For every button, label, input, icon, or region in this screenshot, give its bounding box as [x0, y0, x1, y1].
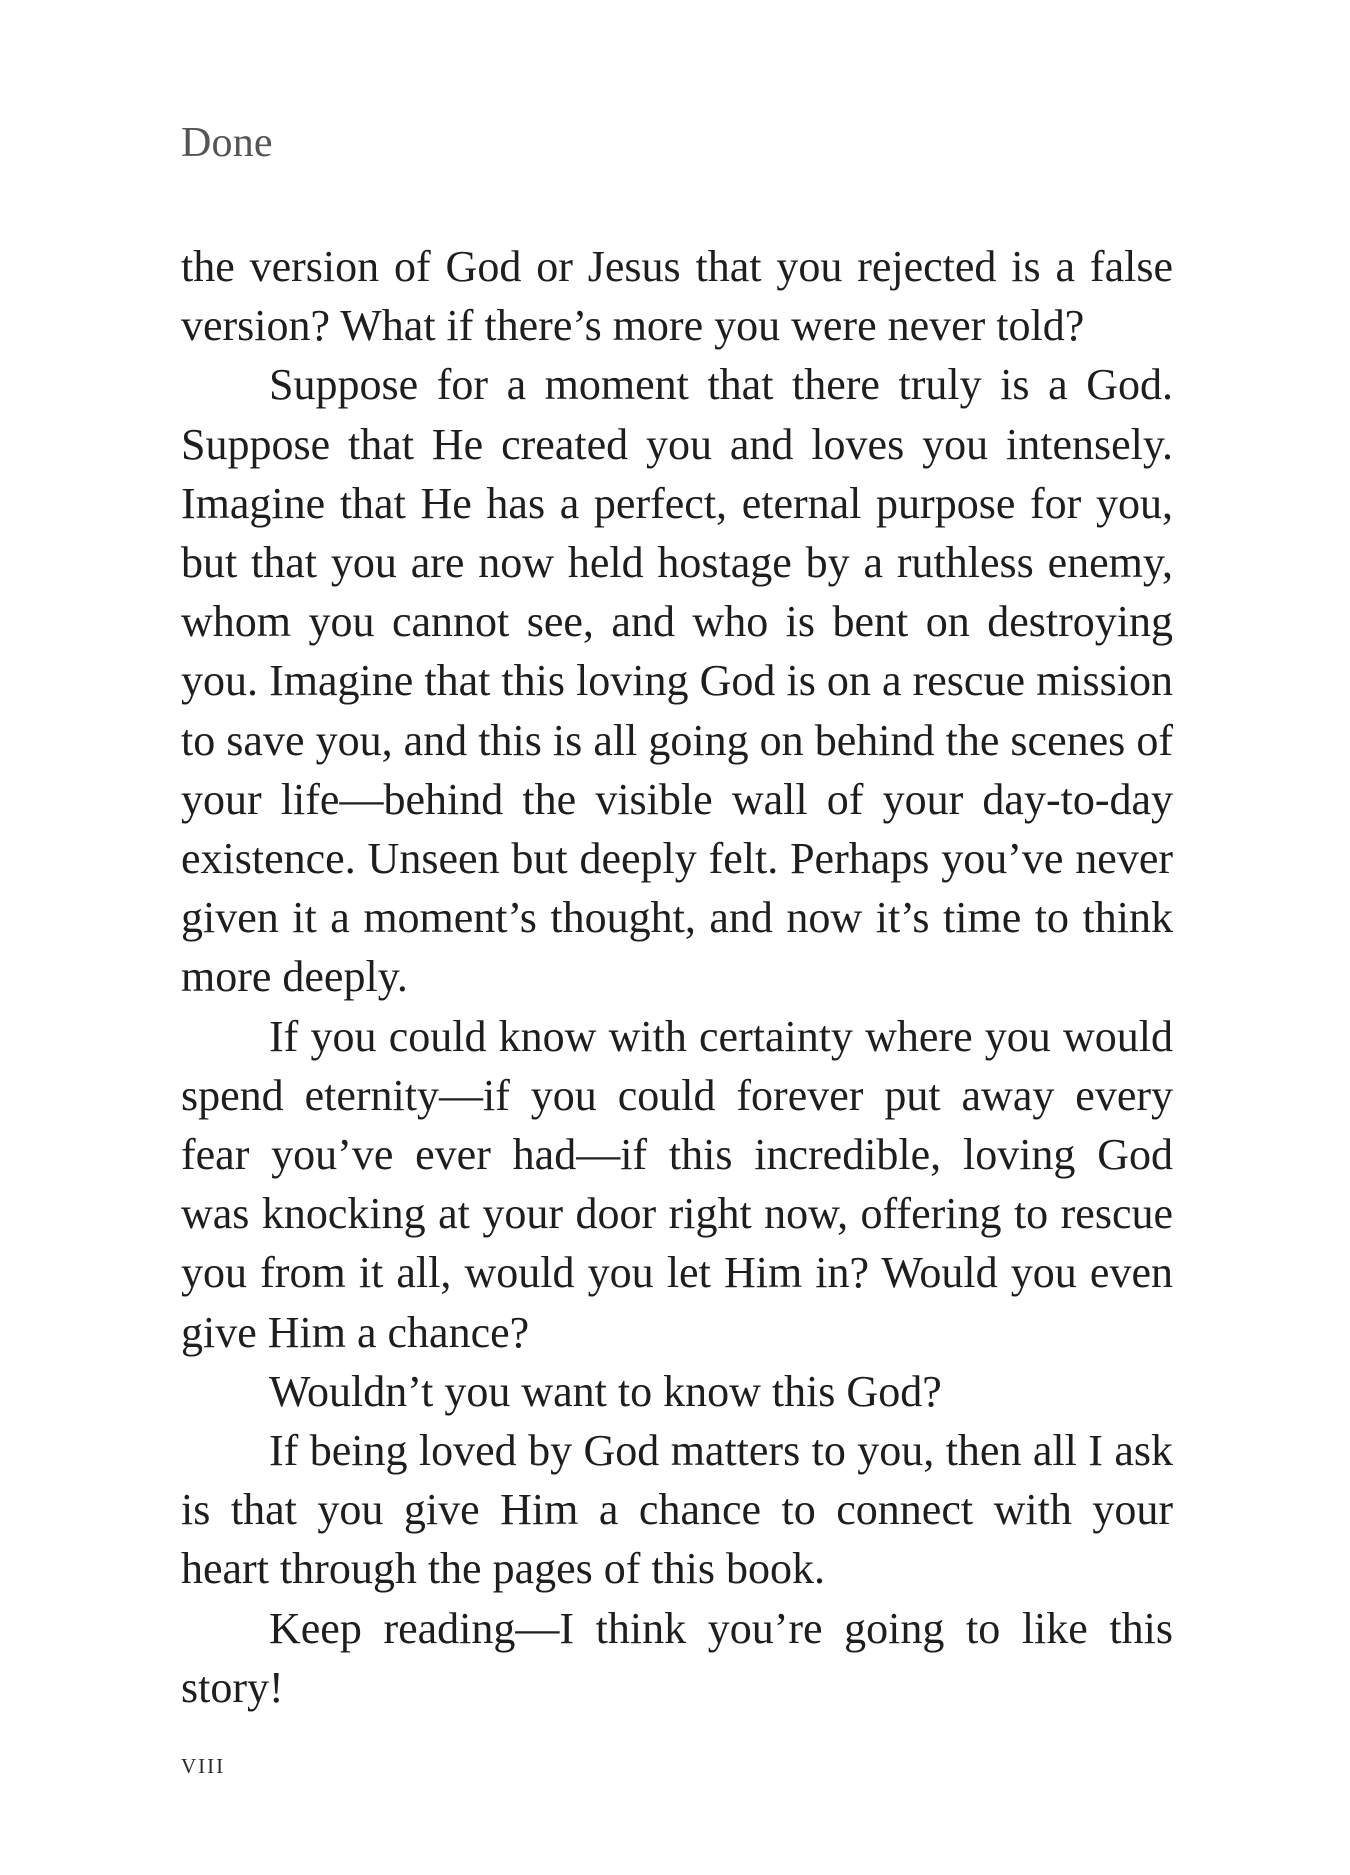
paragraph-continued: the version of God or Jesus that you rejected is a false version? What if there’s more you were never told?: [181, 242, 1173, 351]
running-head: Done: [181, 120, 273, 166]
paragraph-certainty: If you could know with certainty where you would spend eternity—if you could forever put away every fear you’ve ever had—if this incredible, loving God was knocking at your door right now, offering to rescue you from it all, would you let Him in? Would you even give Him a chance?: [181, 1011, 1173, 1357]
paragraph-keep-reading: Keep reading—I think you’re going to like this story!: [181, 1603, 1173, 1712]
paragraph-suppose: Suppose for a moment that there truly is a God. Suppose that He created you and loves you intensely. Imagine that He has a perfect, eternal purpose for you, but that you are now held hostage by a ruthless enemy, whom you cannot see, and who is bent on destroying you. Imagine that this loving God is on a rescue mission to save you, and this is all going on behind the scenes of your life—behind the visible wall of your day-to-day existence. Unseen but deeply felt. Perhaps you’ve never given it a moment’s thought, and now it’s time to think more deeply.: [181, 360, 1173, 1002]
paragraph-loved: If being loved by God matters to you, then all I ask is that you give Him a chance to connect with your heart through the pages of this book.: [181, 1426, 1173, 1594]
paragraph-know-god: Wouldn’t you want to know this God?: [269, 1366, 942, 1416]
body-text: [181, 237, 1173, 1717]
page-number: viii: [181, 1747, 226, 1780]
